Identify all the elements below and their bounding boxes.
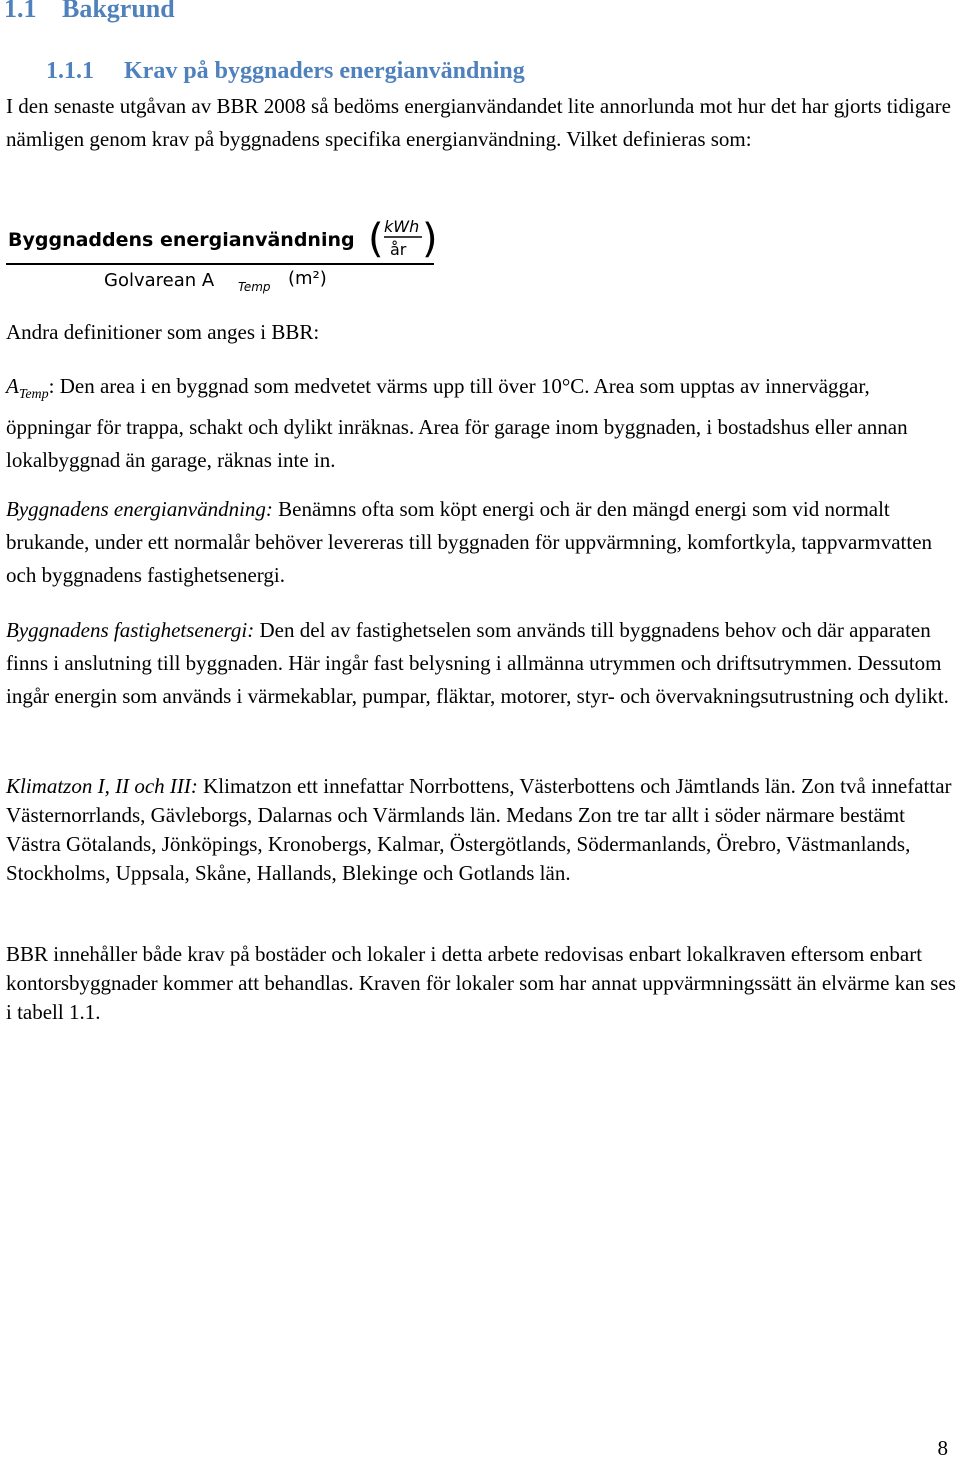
page-number: 8: [937, 1436, 948, 1460]
formula-paren-left: (: [368, 216, 384, 262]
definition-atemp: [6, 370, 958, 477]
formula-denominator: Golvarean A: [104, 270, 215, 291]
subsection-number: 1.1.1: [46, 58, 94, 84]
subsection-title: Krav på byggnaders energianvändning: [124, 58, 525, 84]
klimatzon-text: Klimatzon ett innefattar Norrbottens, Västerbottens och Jämtlands län. Zon två innefattar Västernorrlands, Gävleborgs, Dalarnas och Värmlands län. Medans Zon tre tar allt i söder närmare bestämt Västra Götalands, Jönköpings, Kronobergs, Kalmar, Östergötlands, Södermanlands, Örebro, Västmanlands, Stockholms, Uppsala, Skåne, Hallands, Blekinge och Gotlands län.: [6, 774, 952, 885]
section-heading: [4, 0, 175, 24]
definitions-intro: Andra definitioner som anges i BBR:: [6, 320, 320, 344]
definition-energianvandning: [6, 493, 958, 592]
formula-unit-bottom: år: [390, 240, 407, 259]
formula-denominator-unit: (m²): [288, 268, 327, 289]
energy-formula: [6, 212, 436, 292]
atemp-sep: :: [48, 374, 55, 398]
section-number: 1.1: [4, 0, 37, 23]
fastighetsenergi-text: Den del av fastighetselen som används till byggnadens behov och där apparaten finns i anslutning till byggnaden. Här ingår fast belysning i allmänna utrymmen och driftsutrymmen. Dessutom ingår energin som används i värmekablar, pumpar, fläktar, motorer, styr- och övervakningsutrustning och dylikt.: [6, 618, 949, 708]
formula-paren-right: ): [422, 216, 438, 262]
subsection-heading: [46, 58, 525, 85]
atemp-term-sub: Temp: [18, 387, 49, 402]
closing-paragraph: BBR innehåller både krav på bostäder och lokaler i detta arbete redovisas enbart lokalkraven eftersom enbart kontorsbyggnader kommer att behandlas. Kraven för lokaler som har annat uppvärmningssätt än elvärme kan ses i tabell 1.1.: [6, 942, 956, 1024]
fastighetsenergi-term: Byggnadens fastighetsenergi:: [6, 618, 255, 642]
energianvandning-text: Benämns ofta som köpt energi och är den mängd energi som vid normalt brukande, under ett normalår behöver levereras till byggnaden för uppvärmning, komfortkyla, tappvarmvatten och byggnadens fastighetsenergi.: [6, 497, 933, 587]
formula-numerator: Byggnaddens energianvändning: [8, 229, 355, 251]
energianvandning-term: Byggnadens energianvändning:: [6, 497, 273, 521]
atemp-text: Den area i en byggnad som medvetet värms upp till över 10°C. Area som upptas av innerväggar, öppningar för trappa, schakt och dylikt inräknas. Area för garage inom byggnaden, i bostadshus eller annan lokalbyggnad än garage, räknas inte in.: [6, 374, 908, 472]
intro-paragraph: I den senaste utgåvan av BBR 2008 så bedöms energianvändandet lite annorlunda mot hur det har gjorts tidigare nämligen genom krav på byggnadens specifika energianvändning. Vilket definieras som:: [6, 94, 951, 151]
definition-fastighetsenergi: [6, 614, 958, 713]
section-title: Bakgrund: [62, 0, 175, 23]
formula-denominator-sub: Temp: [238, 280, 271, 294]
klimatzon-term: Klimatzon I, II och III:: [6, 774, 198, 798]
definition-klimatzon: [6, 772, 958, 888]
atemp-term: A: [6, 374, 19, 398]
formula-unit-top: kWh: [384, 217, 420, 236]
